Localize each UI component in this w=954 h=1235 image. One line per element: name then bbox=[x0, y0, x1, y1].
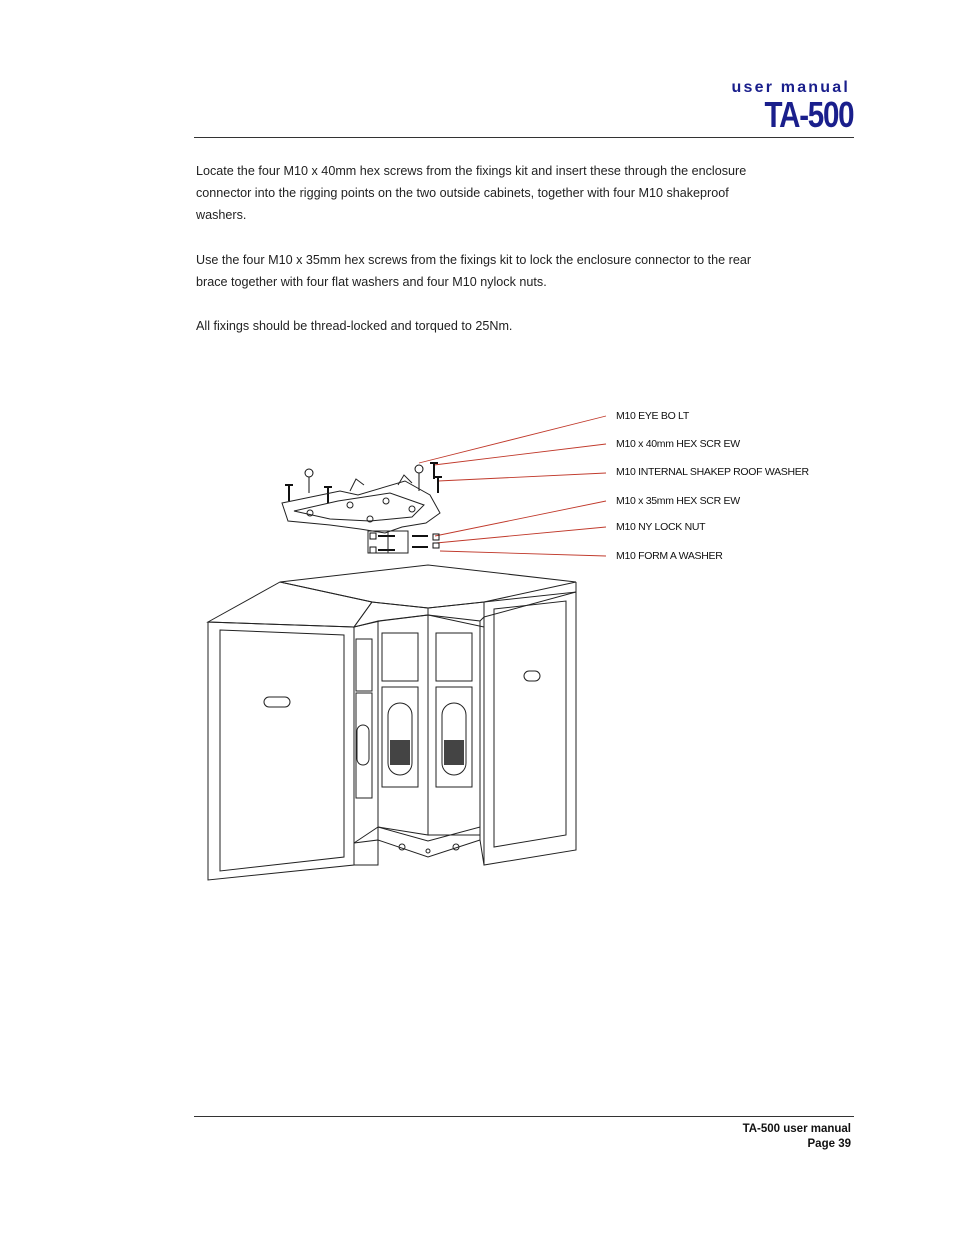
callout-form-a-washer: M10 FORM A WASHER bbox=[616, 550, 723, 562]
footer-page-number: Page 39 bbox=[807, 1138, 851, 1150]
cabinet-assembly bbox=[208, 565, 576, 880]
footer bbox=[743, 1122, 851, 1152]
callout-hex-screw-35mm: M10 x 35mm HEX SCR EW bbox=[616, 495, 740, 507]
paragraph-m10-40mm: Locate the four M10 x 40mm hex screws from the fixings kit and insert these through the enclosure connector into the rigging points on the two outside cabinets, together with four M10 shakeproof washers. bbox=[196, 164, 747, 223]
leader-lines bbox=[419, 416, 606, 556]
body-text bbox=[196, 160, 756, 359]
footer-document-title: TA-500 user manual bbox=[742, 1123, 851, 1135]
callout-eye-bolt: M10 EYE BO LT bbox=[616, 410, 689, 422]
header-subtitle: user manual bbox=[731, 79, 850, 96]
paragraph-m10-35mm: Use the four M10 x 35mm hex screws from the fixings kit to lock the enclosure connector to the rear brace together with four flat washers and four M10 nylock nuts. bbox=[196, 252, 752, 289]
footer-rule bbox=[194, 1116, 854, 1117]
enclosure-connector-plate bbox=[282, 475, 440, 553]
callout-shakeproof-washer: M10 INTERNAL SHAKEP ROOF WASHER bbox=[616, 466, 809, 478]
header-title: TA-500 bbox=[764, 94, 853, 135]
callout-nylock-nut: M10 NY LOCK NUT bbox=[616, 521, 706, 533]
assembly-diagram bbox=[190, 395, 830, 895]
paragraph-thread-lock: All fixings should be thread-locked and torqued to 25Nm. bbox=[196, 319, 513, 334]
callout-hex-screw-40mm: M10 x 40mm HEX SCR EW bbox=[616, 438, 740, 450]
header-rule bbox=[194, 137, 854, 138]
